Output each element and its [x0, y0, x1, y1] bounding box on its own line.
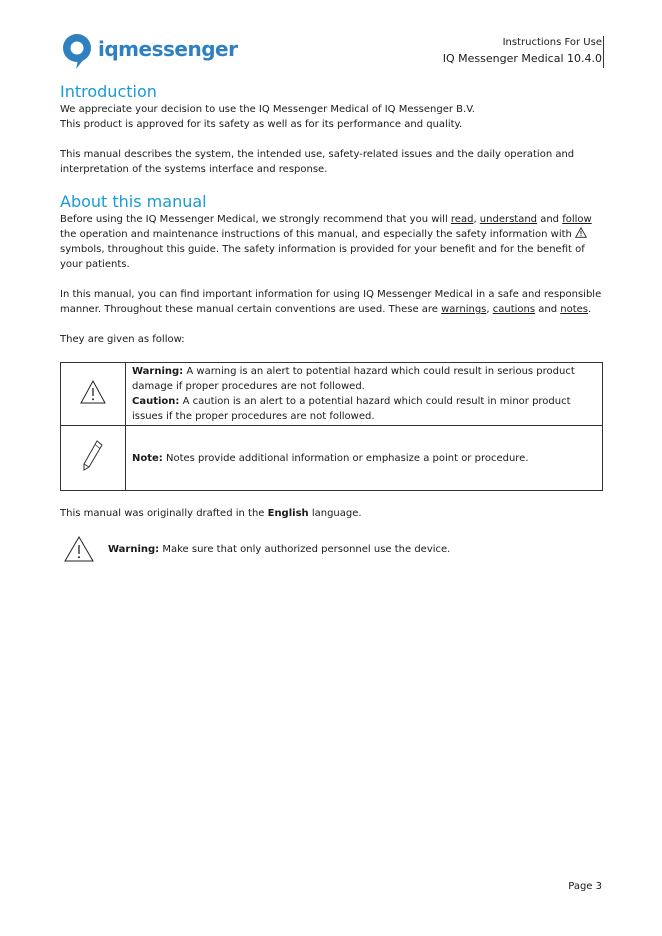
warning-text: A warning is an alert to potential hazard which could result in serious product damage if proper procedures are not followed.: [132, 366, 575, 392]
text-run: the operation and maintenance instructions of this manual, and especially the safety information with: [60, 229, 576, 240]
about-paragraph-2: [60, 287, 602, 317]
text-run: Before using the IQ Messenger Medical, we strongly recommend that you will: [60, 214, 451, 225]
logo-wordmark: iqmessenger: [98, 37, 238, 61]
warnings-underlined: warnings: [441, 304, 487, 315]
note-cell: [126, 426, 603, 491]
caution-definition: [132, 394, 596, 424]
table-icon-cell: [61, 363, 126, 426]
text-run: ,: [486, 304, 493, 315]
cautions-underlined: cautions: [492, 304, 536, 315]
text-run: This manual was originally drafted in the: [60, 508, 268, 519]
follow-underlined: follow: [562, 214, 592, 225]
text-run: and: [535, 304, 561, 315]
read-underlined: read: [450, 214, 474, 225]
table-icon-cell: [61, 426, 126, 491]
warning-triangle-icon: [80, 380, 106, 404]
table-row: [61, 426, 603, 491]
language-name: English: [267, 508, 309, 519]
text-run: .: [588, 304, 592, 315]
notes-underlined: notes: [560, 304, 589, 315]
conventions-table: [60, 362, 603, 491]
language-note: [60, 506, 602, 521]
text-run: and: [537, 214, 563, 225]
intro-line-2: This product is approved for its safety as well as for its performance and quality.: [60, 119, 463, 130]
warning-triangle-icon: [64, 536, 94, 562]
intro-line-1: We appreciate your decision to use the IQ Messenger Medical of IQ Messenger B.V.: [60, 104, 475, 115]
page-header: [443, 35, 602, 67]
table-row: [61, 363, 603, 426]
note-text: Notes provide additional information or emphasize a point or procedure.: [162, 452, 529, 464]
text-run: language.: [308, 508, 362, 519]
header-label: Instructions For Use: [502, 37, 602, 48]
caution-label: Caution:: [132, 396, 180, 407]
about-paragraph-3: They are given as follow:: [60, 334, 185, 345]
warning-definition: [132, 364, 596, 394]
warning-label: Warning:: [132, 366, 184, 377]
note-label: Note:: [132, 452, 163, 464]
understand-underlined: understand: [479, 214, 538, 225]
warning-label: Warning:: [108, 543, 160, 555]
intro-paragraph-2: This manual describes the system, the intended use, safety-related issues and the daily operation and interpretation of the systems interface and response.: [60, 149, 575, 175]
text-run: ,: [473, 214, 480, 225]
page-number: Page 3: [568, 881, 602, 892]
caution-text: A caution is an alert to a potential hazard which could result in minor product issues if the proper procedures are not followed.: [132, 396, 571, 422]
introduction-heading: Introduction: [60, 82, 157, 101]
page-content: [60, 82, 602, 562]
about-paragraph-1: [60, 212, 602, 272]
text-run: symbols, throughout this guide. The safety information is provided for your benefit and for the benefit of your patients.: [60, 244, 585, 270]
warning-caution-cell: [126, 363, 603, 426]
document-title: IQ Messenger Medical 10.4.0: [442, 52, 602, 65]
speech-bubble-logo-icon: [62, 32, 94, 70]
pencil-icon: [81, 439, 105, 473]
warning-triangle-icon: [575, 227, 587, 238]
warning-text: Make sure that only authorized personnel use the device.: [159, 543, 451, 555]
about-heading: About this manual: [60, 192, 207, 211]
authorized-personnel-warning: [60, 536, 602, 562]
iqmessenger-logo: [62, 32, 238, 72]
header-divider: [603, 36, 604, 68]
text-run: In this manual, you can find important information for using IQ Messenger Medical in a safe and responsible manner. Throughout these manual certain conventions are used. These are: [60, 289, 602, 315]
